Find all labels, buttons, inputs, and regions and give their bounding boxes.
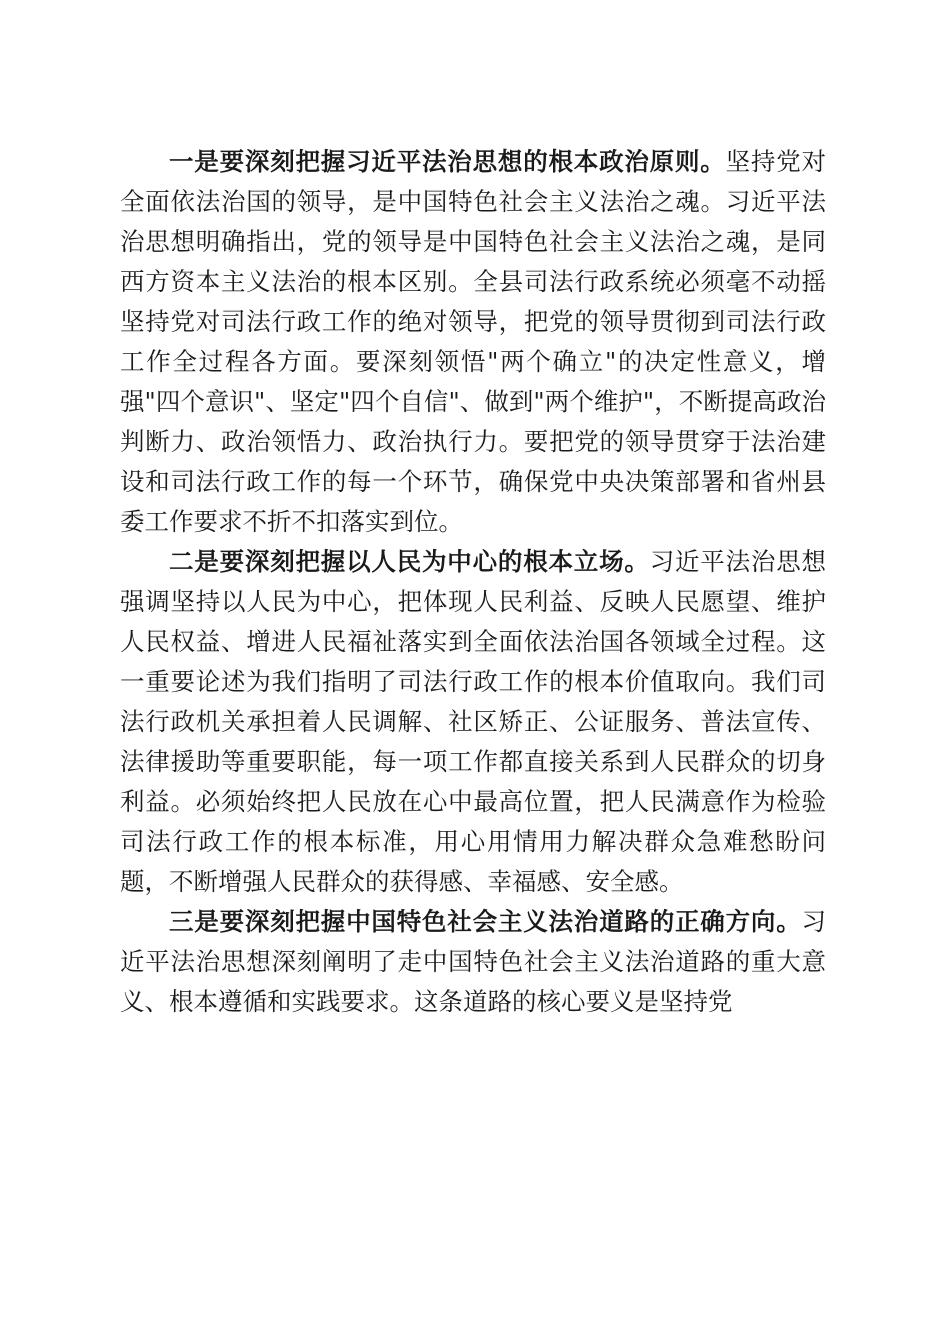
paragraph-1 xyxy=(120,142,826,542)
paragraph-2 xyxy=(120,542,826,902)
document-body xyxy=(120,142,826,1022)
paragraph-3 xyxy=(120,902,826,1022)
paragraph-2-lead: 二是要深刻把握以人民为中心的根本立场。 xyxy=(169,547,650,576)
paragraph-3-lead: 三是要深刻把握中国特色社会主义法治道路的正确方向。 xyxy=(169,907,802,936)
paragraph-2-body: 习近平法治思想强调坚持以人民为中心，把体现人民利益、反映人民愿望、维护人民权益、增进人民福祉落实到全面依法治国各领域全过程。这一重要论述为我们指明了司法行政工作的根本价值取向。我们司法行政机关承担着人民调解、社区矫正、公证服务、普法宣传、法律援助等重要职能，每一项工作都直接关系到人民群众的切身利益。必须始终把人民放在心中最高位置，把人民满意作为检验司法行政工作的根本标准，用心用情用力解决群众急难愁盼问题，不断增强人民群众的获得感、幸福感、安全感。 xyxy=(120,547,827,896)
paragraph-1-body: 坚持党对全面依法治国的领导，是中国特色社会主义法治之魂。习近平法治思想明确指出，党的领导是中国特色社会主义法治之魂，是同西方资本主义法治的根本区别。全县司法行政系统必须毫不动摇坚持党对司法行政工作的绝对领导，把党的领导贯彻到司法行政工作全过程各方面。要深刻领悟"两个确立"的决定性意义，增强"四个意识"、坚定"四个自信"、做到"两个维护"，不断提高政治判断力、政治领悟力、政治执行力。要把党的领导贯穿于法治建设和司法行政工作的每一个环节，确保党中央决策部署和省州县委工作要求不折不扣落实到位。 xyxy=(120,147,827,536)
paragraph-3-body: 习近平法治思想深刻阐明了走中国特色社会主义法治道路的重大意义、根本遵循和实践要求。这条道路的核心要义是坚持党 xyxy=(120,907,826,1016)
paragraph-1-lead: 一是要深刻把握习近平法治思想的根本政治原则。 xyxy=(169,147,726,176)
